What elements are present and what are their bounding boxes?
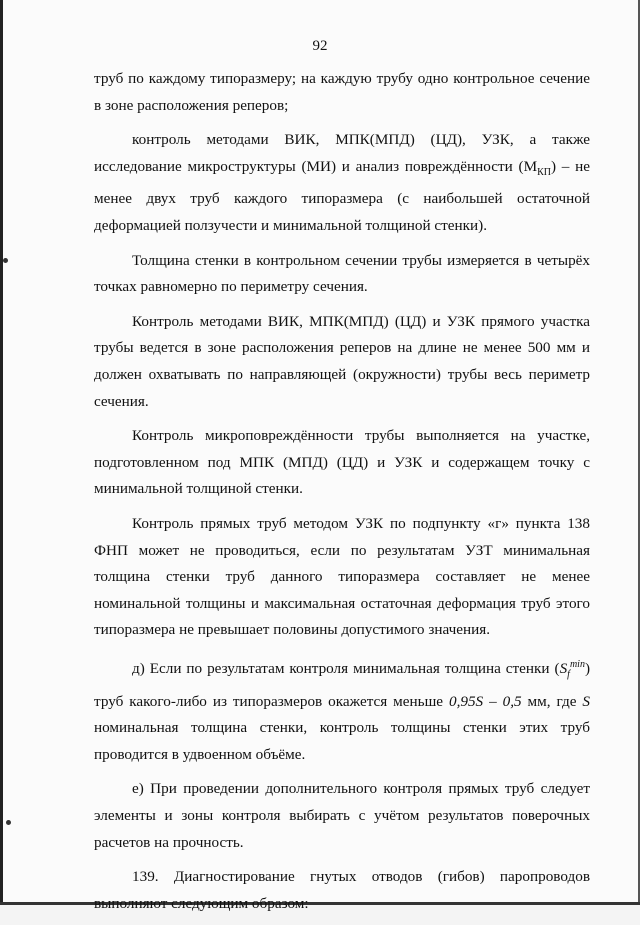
math-variable: S: [559, 659, 568, 677]
paragraph-text: д) Если по результатам контроля минимальная толщина стенки (: [132, 659, 560, 677]
scan-speck: [6, 820, 11, 825]
paragraph: Контроль прямых труб методом УЗК по подпункту «г» пункта 138 ФНП может не проводиться, если по результатам УЗТ минимальная толщина стенки труб данного типоразмера составляет не менее номинальной толщины и максимальная остаточная деформация труб этого типоразмера не превышает половины допустимого значения.: [94, 514, 590, 639]
scan-speck: [3, 258, 8, 263]
paragraph: [94, 652, 590, 768]
paragraph: 139. Диагностирование гнутых отводов (гибов) паропроводов выполняют следующим образом:: [94, 868, 590, 912]
page-number: 92: [312, 38, 328, 54]
math-superscript: min: [569, 658, 585, 670]
paragraph-text: мм, где: [521, 692, 583, 710]
paragraph-text: контроль методами ВИК, МПК(МПД) (ЦД), УЗК, а также исследование микроструктуры (МИ) и анализ повреждённости (М: [94, 131, 590, 175]
paragraph-text: ) труб какого-либо из типоразмеров окажется меньше: [94, 659, 590, 710]
scan-edge-left: [0, 0, 3, 905]
paragraph: Контроль методами ВИК, МПК(МПД) (ЦД) и УЗК прямого участка трубы ведется в зоне расположения реперов на длине не менее 500 мм и должен охватывать по направляющей (окружности) трубы весь периметр сечения.: [94, 312, 590, 410]
math-variable: S: [582, 692, 590, 710]
paragraph: Контроль микроповреждённости трубы выполняется на участке, подготовленном под МПК (МПД) (ЦД) и УЗК и содержащем точку с минимальной толщиной стенки.: [94, 427, 590, 498]
paragraph-text: номинальная толщина стенки, контроль толщины стенки этих труб проводится в удвоенном объёме.: [94, 719, 590, 763]
paragraph-text: ) – не менее двух труб каждого типоразмера (с наибольшей остаточной деформацией ползучести и минимальной толщиной стенки).: [94, 157, 590, 234]
math-formula: 0,95S – 0,5: [448, 692, 522, 710]
math-subscript: f: [567, 669, 570, 680]
paragraph: Толщина стенки в контрольном сечении трубы измеряется в четырёх точках равномерно по периметру сечения.: [94, 251, 590, 296]
document-body: [94, 66, 590, 925]
paragraph: е) При проведении дополнительного контроля прямых труб следует элементы и зоны контроля выбирать с учётом результатов поверочных расчетов на прочность.: [94, 780, 590, 851]
subscript: КП: [537, 166, 551, 178]
paragraph: труб по каждому типоразмеру; на каждую трубу одно контрольное сечение в зоне расположения реперов;: [94, 70, 590, 114]
paragraph: [94, 127, 590, 239]
